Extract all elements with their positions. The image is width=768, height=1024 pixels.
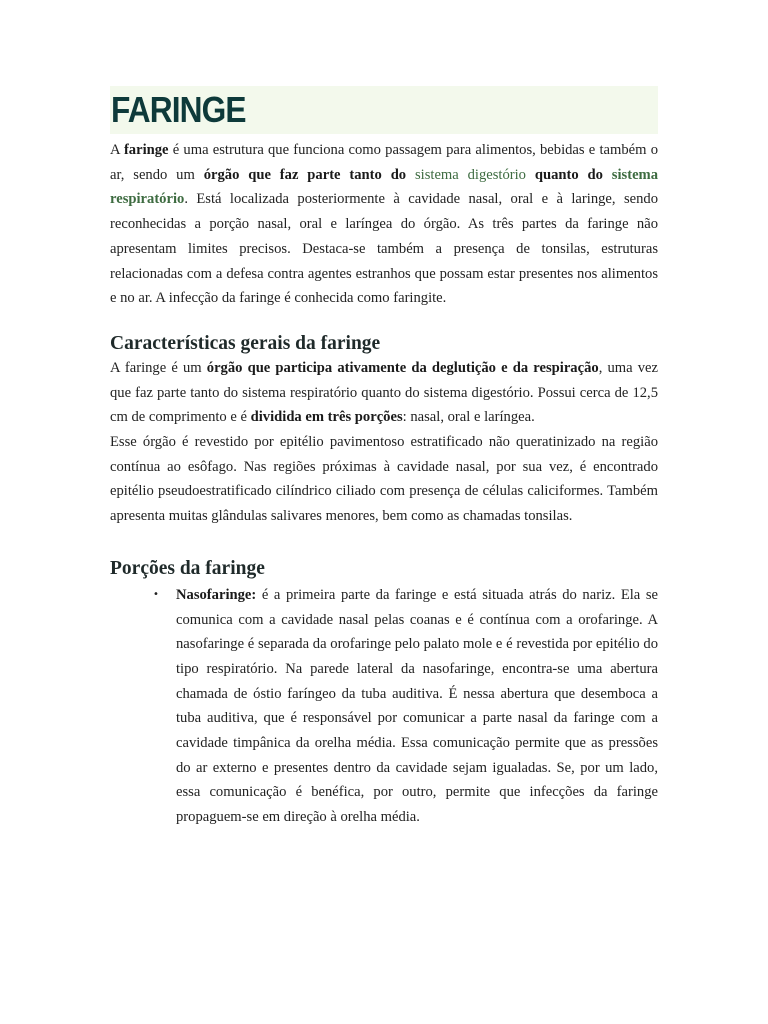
caracteristicas-paragraph-1 bbox=[110, 356, 658, 430]
intro-bold-orgao: órgão que faz parte tanto do bbox=[203, 166, 407, 183]
car-bold-dividida: dividida em três porções bbox=[250, 409, 403, 426]
nasofaringe-text: é a primeira parte da faringe e está situada atrás do nariz. Ela se comunica com a cavidade nasal pelas coanas e é contínua com a orofaringe. A nasofaringe é separada da orofaringe pelo palato mole e é revestida por epitélio do tipo respiratório. Na parede lateral da nasofaringe, encontra-se uma abertura chamada de óstio faríngeo da tuba auditiva. É nessa abertura que desemboca a tuba auditiva, que é responsável por comunicar a parte nasal da faringe com a cavidade timpânica da orelha média. Essa comunicação permite que as pressões do ar externo e presentes dentro da cavidade sejam igualadas. Se, por um lado, essa comunicação é benéfica, por outro, permite que infecções da faringe propaguem-se em direção à orelha média. bbox=[176, 586, 658, 826]
intro-bold-quanto-do: quanto do bbox=[525, 166, 603, 183]
link-sistema-digestorio[interactable]: sistema digestório bbox=[406, 166, 526, 183]
porcoes-list bbox=[110, 583, 658, 830]
term-nasofaringe: Nasofaringe: bbox=[176, 586, 257, 603]
intro-text-2: é uma estrutura que funciona como passagem para alimentos, bebidas e também o ar, sendo um bbox=[110, 142, 658, 183]
heading-caracteristicas: Características gerais da faringe bbox=[110, 332, 381, 354]
intro-text-3: . Está localizada posteriormente à cavidade nasal, oral e à laringe, sendo reconhecidas a porção nasal, oral e laríngea do órgão. As três partes da faringe não apresentam limites precisos. Destaca-se também a presença de tonsilas, estruturas relacionadas com a defesa contra agentes estranhos que possam estar presentes nos alimentos e no ar. A infecção da faringe é conhecida como faringite. bbox=[110, 191, 658, 307]
document-page bbox=[110, 86, 658, 830]
link-sistema-respiratorio[interactable]: sistema respiratório bbox=[110, 166, 659, 208]
bullet-icon: • bbox=[153, 588, 159, 600]
page-title: FARINGE bbox=[111, 89, 246, 130]
car-bold-orgao: órgão que participa ativamente da deglutição e da respiração bbox=[206, 359, 599, 376]
list-item bbox=[153, 583, 658, 830]
title-bar bbox=[110, 86, 658, 134]
intro-bold-faringe: faringe bbox=[123, 142, 169, 158]
caracteristicas-paragraph-2: Esse órgão é revestido por epitélio pavimentoso estratificado não queratinizado na região contínua ao esôfago. Nas regiões próximas à cavidade nasal, por sua vez, é encontrado epitélio pseudoestratificado cilíndrico ciliado com presença de células caliciformes. Também apresenta muitas glândulas salivares menores, bem como as chamadas tonsilas. bbox=[110, 434, 658, 525]
heading-porcoes: Porções da faringe bbox=[110, 557, 265, 579]
intro-paragraph bbox=[110, 138, 658, 311]
car-text-1: A faringe é um bbox=[110, 359, 207, 376]
car-text-2: , uma vez que faz parte tanto do sistema respiratório quanto do sistema digestório. Possui cerca de 12,5 cm de comprimento e é bbox=[110, 359, 659, 426]
intro-text-1: A bbox=[110, 142, 124, 158]
car-text-3: : nasal, oral e laríngea. bbox=[402, 409, 535, 426]
